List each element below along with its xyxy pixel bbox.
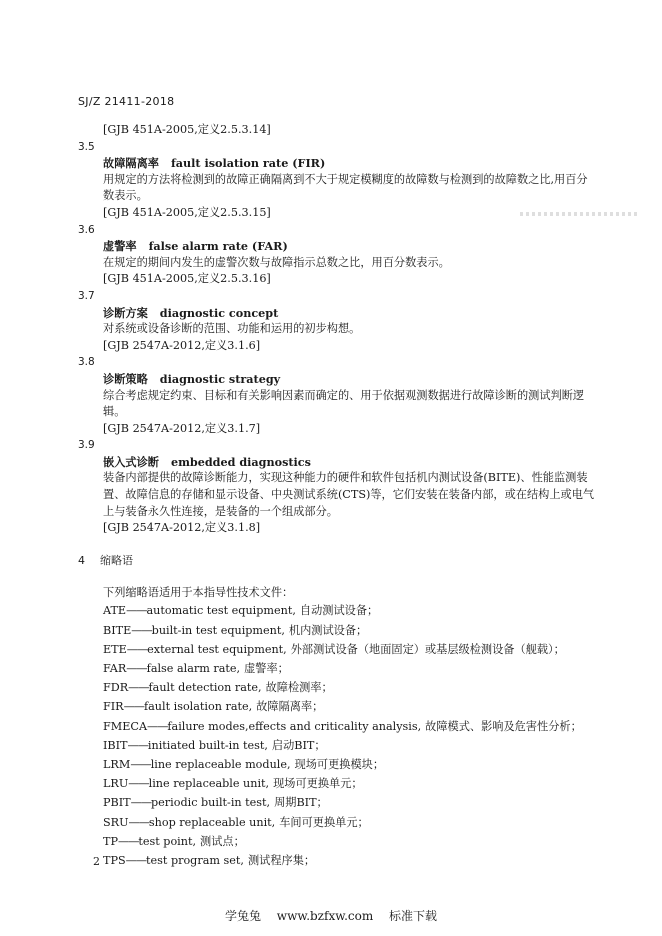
abbr-dash: —— (130, 757, 151, 771)
abbr-dash: —— (123, 700, 144, 714)
abbr-term: FIR (103, 700, 124, 714)
term-heading (78, 238, 598, 255)
abbr-english: external test equipment, (147, 642, 287, 656)
clause-number: 3.7 (78, 289, 95, 302)
abbr-dash: —— (128, 815, 149, 829)
abbr-chinese: 测试程序集； (247, 853, 316, 867)
abbr-english: test program set, (146, 853, 244, 867)
abbr-term: FAR (103, 662, 127, 675)
abbr-english: line replaceable module, (150, 757, 291, 771)
term-definition: 装备内部提供的故障诊断能力，实现这种能力的硬件和软件包括机内测试设备(BITE)、性能监测装置、故障信息的存储和显示设备、中央测试系统(CTS)等，它们安装在装备内部，或在结构上或电气上与装备永久性连接，是装备的一个组成部分。 (103, 471, 595, 518)
abbr-term: ETE (103, 642, 127, 656)
page-number: 2 (93, 855, 100, 868)
abbr-chinese: 故障模式、影响及危害性分析； (425, 719, 582, 733)
abbr-english: initiated built-in test, (147, 738, 268, 752)
abbr-dash: —— (126, 642, 148, 656)
abbreviation-row (78, 851, 598, 870)
abbr-chinese: 故障检测率； (265, 681, 333, 695)
abbr-chinese: 启动BIT； (271, 738, 326, 752)
abbr-chinese: 机内测试设备； (288, 623, 368, 637)
abbreviation-row (78, 832, 598, 851)
term-heading (78, 454, 598, 471)
term-reference: [GJB 2547A-2012,定义3.1.7] (103, 421, 261, 435)
abbr-dash: —— (118, 834, 139, 848)
term-definition: 用规定的方法将检测到的故障正确隔离到不大于规定模糊度的故障数与检测到的故障数之比,用百分数表示。 (103, 172, 588, 203)
abbr-term: TPS (103, 853, 126, 867)
term-reference: [GJB 451A-2005,定义2.5.3.15] (103, 205, 271, 219)
term-en: false alarm rate (FAR) (148, 239, 288, 254)
abbr-dash: —— (126, 604, 147, 618)
clause-number: 3.6 (78, 223, 95, 236)
clause-number: 3.8 (78, 356, 95, 369)
term-reference: [GJB 2547A-2012,定义3.1.8] (103, 521, 261, 535)
abbreviation-row (78, 659, 598, 678)
abbreviation-row (78, 621, 598, 640)
watermark-footer (0, 907, 662, 924)
term-definition: 对系统或设备诊断的范围、功能和运用的初步构想。 (103, 322, 361, 336)
document-body (78, 122, 598, 870)
abbreviation-row (78, 736, 598, 755)
abbr-term: LRM (103, 757, 131, 771)
abbr-english: built-in test equipment, (151, 623, 285, 637)
abbr-english: periodic built-in test, (151, 796, 271, 810)
clause-number: 3.9 (78, 439, 95, 452)
abbr-chinese: 自动测试设备； (299, 604, 379, 618)
abbr-chinese: 虚警率； (244, 662, 289, 675)
abbr-english: fault isolation rate, (143, 700, 253, 714)
abbr-term: IBIT (103, 738, 128, 752)
abbr-chinese: 外部测试设备（地面固定）或基层级检测设备（舰载）； (290, 642, 565, 656)
abbreviation-row (78, 813, 598, 832)
term-zh: 虚警率 (103, 239, 137, 254)
abbr-chinese: 现场可更换模块； (294, 757, 385, 771)
abbreviation-row (78, 717, 598, 736)
section-number: 4 (78, 553, 85, 567)
abbr-term: FDR (103, 681, 129, 695)
abbreviation-list (78, 601, 598, 870)
term-heading (78, 305, 598, 322)
abbr-term: PBIT (103, 796, 131, 810)
term-zh: 故障隔离率 (103, 156, 159, 171)
abbr-dash: —— (131, 623, 152, 637)
abbr-term: SRU (103, 815, 129, 829)
abbr-dash: —— (130, 796, 152, 810)
abbr-dash: —— (127, 738, 148, 752)
abbr-term: TP (103, 834, 118, 848)
abbr-chinese: 故障隔离率； (256, 700, 324, 714)
section-heading (78, 553, 598, 575)
site-slogan: 标准下载 (389, 909, 438, 923)
term-reference: [GJB 451A-2005,定义2.5.3.16] (103, 272, 271, 286)
abbreviations-intro: 下列缩略语适用于本指导性技术文件： (103, 585, 294, 599)
abbreviation-row (78, 640, 598, 659)
abbr-term: LRU (103, 777, 129, 791)
abbreviation-row (78, 793, 598, 812)
abbr-dash: —— (147, 719, 168, 733)
abbreviation-row (78, 601, 598, 620)
standard-code: SJ/Z 21411-2018 (78, 95, 175, 108)
abbr-chinese: 周期BIT； (274, 796, 328, 810)
abbr-english: failure modes,effects and criticality analysis, (167, 719, 422, 733)
term-zh: 嵌入式诊断 (103, 454, 159, 469)
abbr-english: test point, (138, 834, 197, 848)
abbr-dash: —— (128, 681, 149, 695)
term-definition: 在规定的期间内发生的虚警次数与故障指示总数之比，用百分数表示。 (103, 255, 450, 269)
term-heading (78, 371, 598, 388)
abbr-english: fault detection rate, (148, 681, 262, 695)
abbr-english: shop replaceable unit, (148, 815, 276, 829)
reference-3-4: [GJB 451A-2005,定义2.5.3.14] (103, 123, 271, 136)
abbr-english: line replaceable unit, (148, 777, 270, 791)
abbr-dash: —— (126, 662, 147, 675)
abbr-dash: —— (128, 777, 149, 791)
abbr-term: FMECA (103, 719, 148, 733)
abbr-chinese: 现场可更换单元； (273, 777, 363, 791)
abbreviation-row (78, 697, 598, 716)
abbr-english: false alarm rate, (146, 662, 241, 675)
abbr-chinese: 车间可更换单元； (279, 815, 369, 829)
term-en: diagnostic concept (159, 305, 279, 320)
term-en: fault isolation rate (FIR) (170, 156, 326, 171)
abbreviation-row (78, 678, 598, 697)
term-en: diagnostic strategy (159, 371, 281, 386)
section-title: 缩略语 (100, 553, 133, 567)
abbreviation-row (78, 755, 598, 774)
abbr-term: BITE (103, 623, 132, 637)
site-name: 学兔兔 (224, 909, 261, 923)
term-en: embedded diagnostics (170, 454, 311, 469)
abbr-dash: —— (125, 853, 147, 867)
term-definition: 综合考虑规定约束、目标和有关影响因素而确定的、用于依据观测数据进行故障诊断的测试判断逻辑。 (103, 388, 585, 419)
term-zh: 诊断方案 (103, 305, 148, 320)
term-heading (78, 155, 598, 172)
site-url: www.bzfxw.com (276, 909, 374, 923)
clause-number: 3.5 (78, 140, 95, 153)
term-zh: 诊断策略 (103, 371, 148, 386)
term-reference: [GJB 2547A-2012,定义3.1.6] (103, 338, 261, 352)
abbr-term: ATE (103, 604, 127, 618)
abbr-chinese: 测试点； (200, 834, 245, 848)
abbr-english: automatic test equipment, (146, 604, 296, 618)
abbreviation-row (78, 774, 598, 793)
